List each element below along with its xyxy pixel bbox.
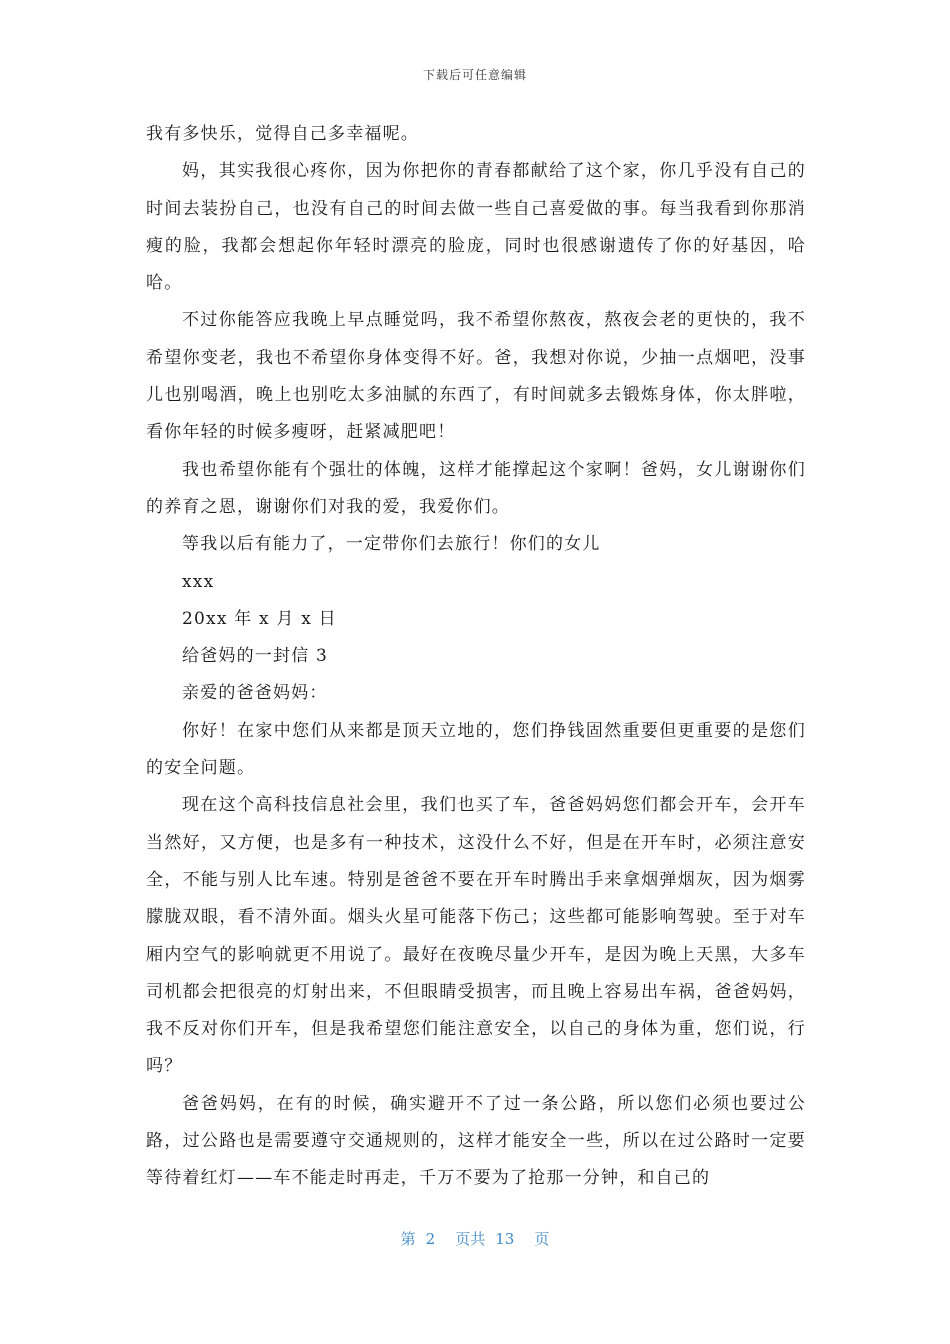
signature-name: xxx: [182, 571, 215, 592]
paragraph-1: 我有多快乐，觉得自己多幸福呢。: [146, 124, 419, 144]
letter-salutation: 亲爱的爸爸妈妈：: [182, 683, 328, 704]
page-label-prefix: 第: [400, 1230, 416, 1248]
page-number: 2: [425, 1230, 436, 1248]
paragraph-2: 妈，其实我很心疼你，因为你把你的青春都献给了这个家，你几乎没有自己的时间去装扮自己，也没有自己的时间去做一些自己喜爱做的事。每当我看到你那消瘦的脸，我都会想起你年轻时漂亮的脸庞，同时也很感谢遗传了你的好基因，哈哈。: [146, 161, 806, 294]
page-header: 下载后可任意编辑: [422, 68, 527, 82]
signature-date: 20xx 年 x 月 x 日: [182, 608, 337, 629]
paragraph-3: 不过你能答应我晚上早点睡觉吗，我不希望你熬夜，熬夜会老的更快的，我不希望你变老，我也不希望你身体变得不好。爸，我想对你说，少抽一点烟吧，没事儿也别喝酒，晚上也别吃太多油腻的东西了，有时间就多去锻炼身体，你太胖啦，看你年轻的时候多瘦呀，赶紧减肥吧！: [146, 310, 806, 443]
paragraph-5: 等我以后有能力了，一定带你们去旅行！你们的女儿: [182, 534, 601, 555]
page-footer: [0, 1228, 950, 1249]
total-pages: 13: [495, 1230, 515, 1248]
document-body: [146, 116, 806, 1198]
paragraph-4: 我也希望你能有个强壮的体魄，这样才能撑起这个家啊！爸妈，女儿谢谢你们的养育之恩，谢谢你们对我的爱，我爱你们。: [146, 459, 806, 517]
letter-title: 给爸妈的一封信 3: [182, 646, 329, 667]
paragraph-11: 现在这个高科技信息社会里，我们也买了车，爸爸妈妈您们都会开车，会开车当然好，又方便，也是多有一种技术，这没什么不好，但是在开车时，必须注意安全，不能与别人比车速。特别是爸爸不要在开车时腾出手来拿烟弹烟灰，因为烟雾朦胧双眼，看不清外面。烟头火星可能落下伤己；这些都可能影响驾驶。至于对车厢内空气的影响就更不用说了。最好在夜晚尽量少开车，是因为晚上天黑，大多车司机都会把很亮的灯射出来，不但眼睛受损害，而且晚上容易出车祸，爸爸妈妈，我不反对你们开车，但是我希望您们能注意安全，以自己的身体为重，您们说，行吗？: [146, 795, 806, 1077]
paragraph-12: 爸爸妈妈，在有的时候，确实避开不了过一条公路，所以您们必须也要过公路，过公路也是需要遵守交通规则的，这样才能安全一些，所以在过公路时一定要等待着红灯——车不能走时再走，千万不要为了抢那一分钟，和自己的: [146, 1093, 806, 1189]
page-label-suffix: 页: [534, 1230, 550, 1248]
paragraph-10: 你好！在家中您们从来都是顶天立地的，您们挣钱固然重要但更重要的是您们的安全问题。: [146, 720, 806, 779]
page-label-middle: 页共: [455, 1230, 486, 1248]
